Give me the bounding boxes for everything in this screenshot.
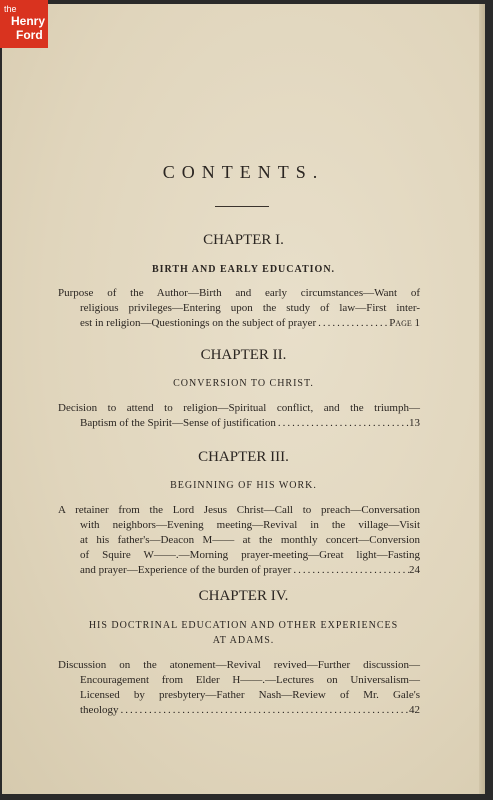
leader-dots bbox=[316, 316, 389, 331]
chapter-4-line-3: Licensed by presbytery—Father Nash—Review of Mr. Gale's bbox=[80, 689, 420, 701]
chapter-3-line-2: with neighbors—Evening meeting—Revival in the village—Visit bbox=[80, 519, 420, 531]
chapter-4-line-4: theology bbox=[80, 704, 119, 716]
chapter-4-leader-line bbox=[58, 703, 420, 718]
book-page bbox=[2, 4, 485, 794]
leader-dots bbox=[291, 563, 409, 578]
chapter-2-leader-line bbox=[58, 416, 420, 431]
chapter-2-subtitle: CONVERSION TO CHRIST. bbox=[173, 378, 314, 389]
leader-dots bbox=[276, 416, 409, 431]
logo-line-1: the bbox=[4, 4, 17, 14]
chapter-1-leader-line bbox=[58, 316, 420, 331]
logo-line-2: Henry bbox=[11, 14, 46, 28]
chapter-1-heading: CHAPTER I. bbox=[203, 232, 284, 248]
chapter-3-line-4: of Squire W——.—Morning prayer-meeting—Great light—Fasting bbox=[80, 549, 420, 561]
leader-dots bbox=[119, 703, 410, 718]
chapter-1-line-2: religious privileges—Entering upon the study of law—First inter- bbox=[80, 302, 420, 314]
logo-line-3: Ford bbox=[16, 28, 43, 42]
chapter-4-summary bbox=[58, 658, 420, 718]
page-edge bbox=[479, 4, 485, 794]
chapter-2-line-1: Decision to attend to religion—Spiritual conflict, and the triumph— bbox=[58, 402, 420, 414]
chapter-1-summary bbox=[58, 286, 420, 331]
chapter-1-page-label: Page bbox=[389, 317, 412, 329]
chapter-3-line-1: A retainer from the Lord Jesus Christ—Call to preach—Conversation bbox=[58, 504, 420, 516]
chapter-3-line-3: at his father's—Deacon M—— at the monthly concert—Conversion bbox=[80, 534, 420, 546]
chapter-3-subtitle: BEGINNING OF HIS WORK. bbox=[170, 480, 317, 491]
chapter-4-page-number: 42 bbox=[409, 704, 420, 716]
chapter-2-line-2: Baptism of the Spirit—Sense of justification bbox=[80, 417, 276, 429]
chapter-2-summary bbox=[58, 401, 420, 431]
page-title: CONTENTS. bbox=[162, 162, 325, 182]
chapter-4-line-1: Discussion on the atonement—Revival revived—Further discussion— bbox=[58, 659, 420, 671]
chapter-3-summary bbox=[58, 503, 420, 578]
chapter-4-heading: CHAPTER IV. bbox=[198, 588, 289, 604]
chapter-4-subtitle-line-1: HIS DOCTRINAL EDUCATION AND OTHER EXPERIENCES bbox=[88, 620, 399, 631]
chapter-1-line-3: est in religion—Questionings on the subject of prayer bbox=[80, 317, 317, 329]
chapter-1-subtitle: BIRTH AND EARLY EDUCATION. bbox=[151, 264, 336, 275]
chapter-3-line-5: and prayer—Experience of the burden of prayer bbox=[80, 564, 292, 576]
chapter-4-subtitle-line-2: AT ADAMS. bbox=[212, 635, 275, 646]
chapter-3-page-number: 24 bbox=[409, 564, 420, 576]
henry-ford-logo bbox=[0, 0, 48, 48]
chapter-1-page-number: 1 bbox=[414, 317, 420, 329]
title-rule bbox=[215, 206, 269, 207]
chapter-3-leader-line bbox=[58, 563, 420, 578]
chapter-1-line-1: Purpose of the Author—Birth and early circumstances—Want of bbox=[58, 287, 420, 299]
chapter-2-heading: CHAPTER II. bbox=[200, 347, 287, 363]
chapter-4-line-2: Encouragement from Elder H——.—Lectures on Universalism— bbox=[80, 674, 420, 686]
chapter-3-heading: CHAPTER III. bbox=[198, 449, 289, 465]
chapter-2-page-number: 13 bbox=[409, 417, 420, 429]
